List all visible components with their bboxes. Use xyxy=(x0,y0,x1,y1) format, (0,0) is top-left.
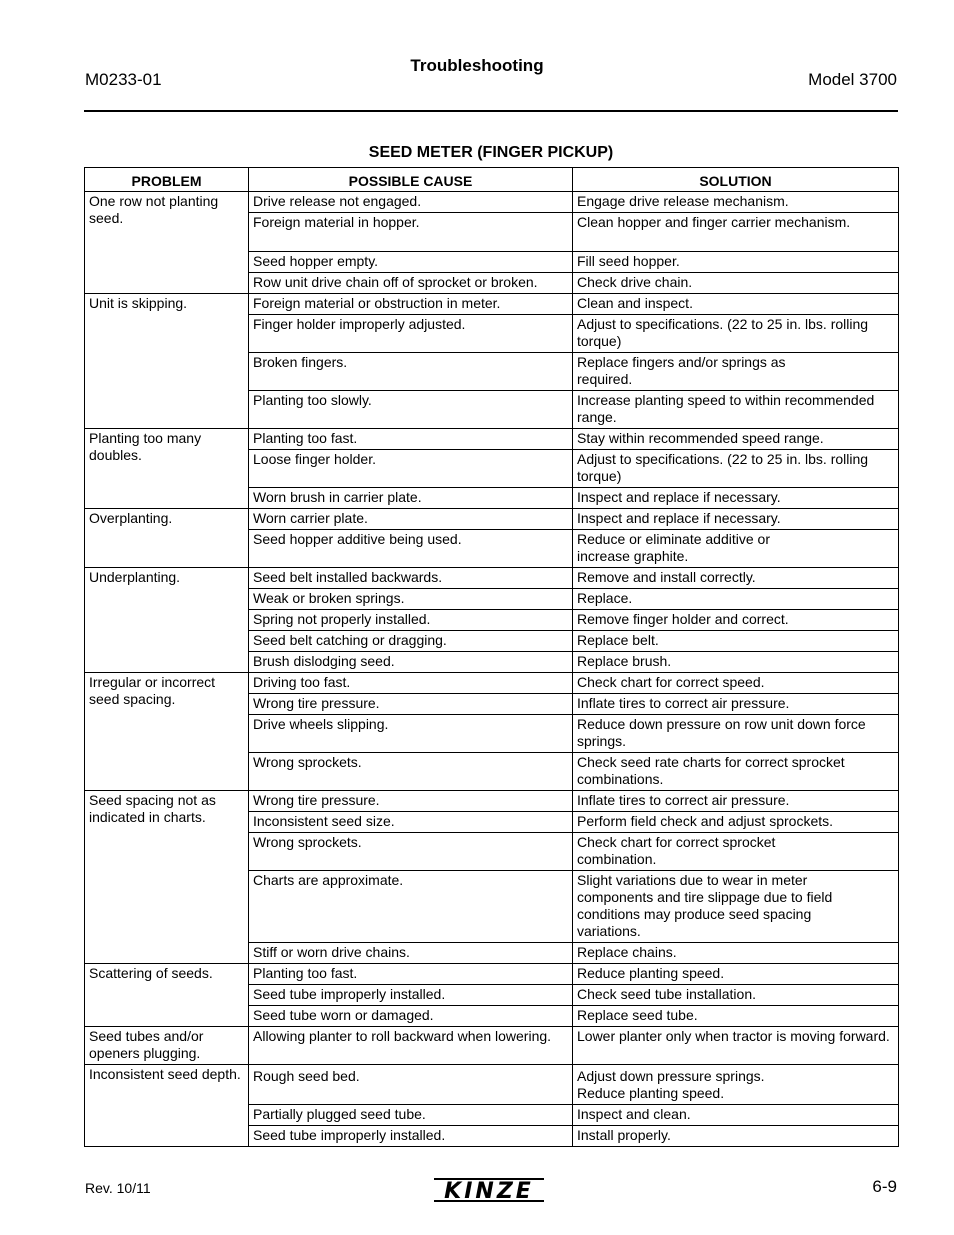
cause-cell: Drive wheels slipping. xyxy=(249,715,573,753)
cause-cell: Brush dislodging seed. xyxy=(249,652,573,673)
cause-cell: Seed belt catching or dragging. xyxy=(249,631,573,652)
cause-cell: Rough seed bed. xyxy=(249,1065,573,1105)
solution-cell: Check drive chain. xyxy=(573,273,899,294)
table-row xyxy=(85,964,899,985)
troubleshooting-table xyxy=(84,167,899,1147)
solution-cell: Replace. xyxy=(573,589,899,610)
table-title: SEED METER (FINGER PICKUP) xyxy=(368,144,614,161)
cause-cell: Wrong sprockets. xyxy=(249,753,573,791)
column-header-cause: POSSIBLE CAUSE xyxy=(249,168,573,192)
cause-cell: Wrong sprockets. xyxy=(249,833,573,871)
solution-cell: Check chart for correct sprocket combination. xyxy=(573,833,899,871)
solution-cell: Inflate tires to correct air pressure. xyxy=(573,791,899,812)
cause-cell: Foreign material in hopper. xyxy=(249,213,573,252)
solution-cell: Replace brush. xyxy=(573,652,899,673)
solution-cell: Clean hopper and finger carrier mechanism. xyxy=(573,213,899,252)
solution-cell: Engage drive release mechanism. xyxy=(573,192,899,213)
table-row xyxy=(85,1065,899,1105)
cause-cell: Wrong tire pressure. xyxy=(249,694,573,715)
kinze-logo-mark xyxy=(430,1177,548,1203)
solution-cell: Increase planting speed to within recommended range. xyxy=(573,391,899,429)
cause-cell: Charts are approximate. xyxy=(249,871,573,943)
table-row xyxy=(85,192,899,213)
model-label: Model 3700 xyxy=(808,70,897,89)
section-title: Troubleshooting xyxy=(410,56,544,75)
cause-cell: Planting too fast. xyxy=(249,964,573,985)
cause-cell: Wrong tire pressure. xyxy=(249,791,573,812)
cause-cell: Drive release not engaged. xyxy=(249,192,573,213)
table-row xyxy=(85,509,899,530)
cause-cell: Seed tube improperly installed. xyxy=(249,985,573,1006)
solution-cell: Adjust down pressure springs. Reduce planting speed. xyxy=(573,1065,899,1105)
document-number: M0233-01 xyxy=(85,70,162,89)
problem-cell: Inconsistent seed depth. xyxy=(85,1065,249,1147)
table-row xyxy=(85,294,899,315)
problem-cell: Unit is skipping. xyxy=(85,294,249,429)
cause-cell: Seed hopper additive being used. xyxy=(249,530,573,568)
problem-cell: Seed tubes and/or openers plugging. xyxy=(85,1027,249,1065)
solution-cell: Inspect and clean. xyxy=(573,1105,899,1126)
cause-cell: Worn brush in carrier plate. xyxy=(249,488,573,509)
kinze-logo-text: KINZE xyxy=(444,1179,534,1203)
cause-cell: Finger holder improperly adjusted. xyxy=(249,315,573,353)
cause-cell: Seed belt installed backwards. xyxy=(249,568,573,589)
solution-cell: Fill seed hopper. xyxy=(573,252,899,273)
column-header-problem: PROBLEM xyxy=(85,168,249,192)
cause-cell: Seed tube worn or damaged. xyxy=(249,1006,573,1027)
solution-cell: Install properly. xyxy=(573,1126,899,1147)
solution-cell: Perform field check and adjust sprockets. xyxy=(573,812,899,833)
solution-cell: Inflate tires to correct air pressure. xyxy=(573,694,899,715)
cause-cell: Allowing planter to roll backward when lowering. xyxy=(249,1027,573,1065)
table-row xyxy=(85,673,899,694)
solution-cell: Inspect and replace if necessary. xyxy=(573,488,899,509)
table-row xyxy=(85,1027,899,1065)
cause-cell: Weak or broken springs. xyxy=(249,589,573,610)
cause-cell: Row unit drive chain off of sprocket or broken. xyxy=(249,273,573,294)
solution-cell: Replace chains. xyxy=(573,943,899,964)
table-header-row xyxy=(85,168,899,192)
cause-cell: Spring not properly installed. xyxy=(249,610,573,631)
table-row xyxy=(85,791,899,812)
table-body xyxy=(85,192,899,1147)
table-row xyxy=(85,568,899,589)
problem-cell: One row not planting seed. xyxy=(85,192,249,294)
solution-cell: Reduce or eliminate additive or increase graphite. xyxy=(573,530,899,568)
problem-cell: Planting too many doubles. xyxy=(85,429,249,509)
cause-cell: Planting too fast. xyxy=(249,429,573,450)
cause-cell: Seed tube improperly installed. xyxy=(249,1126,573,1147)
cause-cell: Seed hopper empty. xyxy=(249,252,573,273)
problem-cell: Underplanting. xyxy=(85,568,249,673)
solution-cell: Replace fingers and/or springs as required. xyxy=(573,353,899,391)
solution-cell: Replace belt. xyxy=(573,631,899,652)
solution-cell: Clean and inspect. xyxy=(573,294,899,315)
solution-cell: Reduce down pressure on row unit down force springs. xyxy=(573,715,899,753)
cause-cell: Driving too fast. xyxy=(249,673,573,694)
solution-cell: Replace seed tube. xyxy=(573,1006,899,1027)
solution-cell: Reduce planting speed. xyxy=(573,964,899,985)
table-row xyxy=(85,429,899,450)
solution-cell: Check seed tube installation. xyxy=(573,985,899,1006)
column-header-solution: SOLUTION xyxy=(573,168,899,192)
header-divider xyxy=(84,110,898,112)
solution-cell: Stay within recommended speed range. xyxy=(573,429,899,450)
cause-cell: Stiff or worn drive chains. xyxy=(249,943,573,964)
solution-cell: Remove finger holder and correct. xyxy=(573,610,899,631)
kinze-logo xyxy=(430,1177,548,1203)
problem-cell: Irregular or incorrect seed spacing. xyxy=(85,673,249,791)
solution-cell: Inspect and replace if necessary. xyxy=(573,509,899,530)
cause-cell: Foreign material or obstruction in meter. xyxy=(249,294,573,315)
cause-cell: Inconsistent seed size. xyxy=(249,812,573,833)
problem-cell: Overplanting. xyxy=(85,509,249,568)
revision-label: Rev. 10/11 xyxy=(85,1180,151,1196)
cause-cell: Broken fingers. xyxy=(249,353,573,391)
solution-cell: Lower planter only when tractor is moving forward. xyxy=(573,1027,899,1065)
problem-cell: Seed spacing not as indicated in charts. xyxy=(85,791,249,964)
solution-cell: Check chart for correct speed. xyxy=(573,673,899,694)
solution-cell: Slight variations due to wear in meter components and tire slippage due to field conditions may produce seed spacing variations. xyxy=(573,871,899,943)
solution-cell: Check seed rate charts for correct sprocket combinations. xyxy=(573,753,899,791)
cause-cell: Planting too slowly. xyxy=(249,391,573,429)
problem-cell: Scattering of seeds. xyxy=(85,964,249,1027)
cause-cell: Worn carrier plate. xyxy=(249,509,573,530)
page-number: 6-9 xyxy=(872,1177,897,1196)
solution-cell: Remove and install correctly. xyxy=(573,568,899,589)
solution-cell: Adjust to specifications. (22 to 25 in. lbs. rolling torque) xyxy=(573,450,899,488)
cause-cell: Loose finger holder. xyxy=(249,450,573,488)
cause-cell: Partially plugged seed tube. xyxy=(249,1105,573,1126)
solution-cell: Adjust to specifications. (22 to 25 in. lbs. rolling torque) xyxy=(573,315,899,353)
